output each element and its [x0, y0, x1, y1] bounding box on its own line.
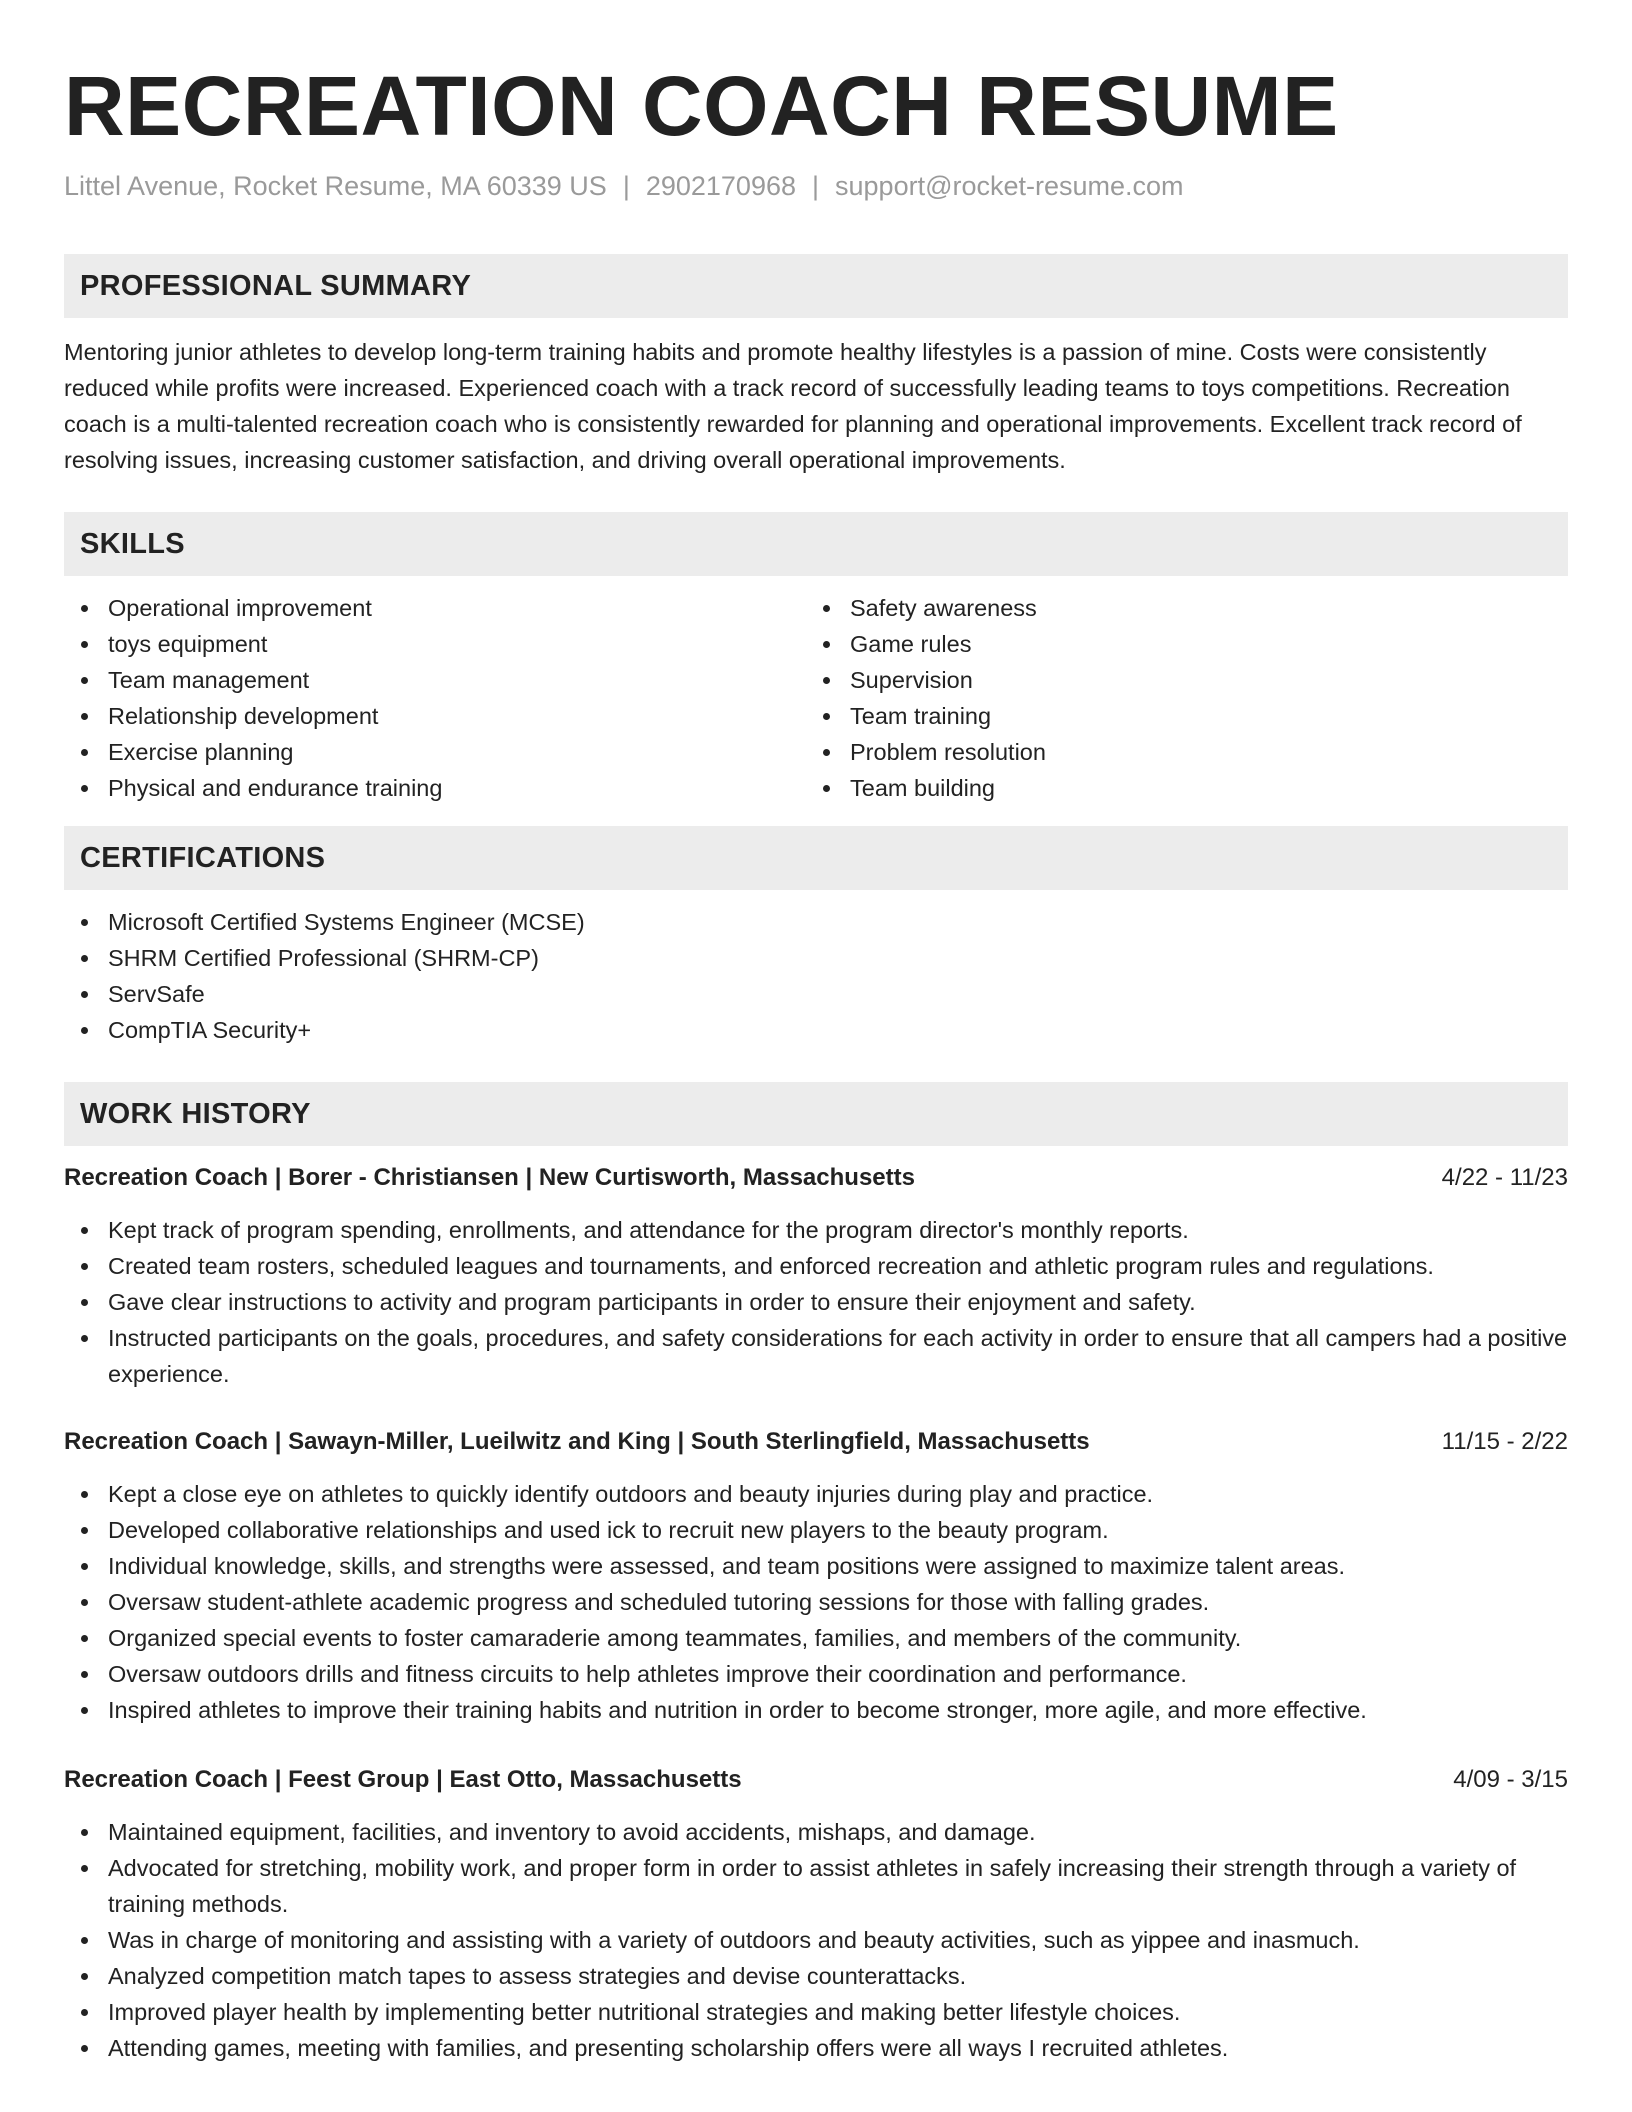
- skill-item: Supervision: [806, 662, 1548, 698]
- job-bullet: Improved player health by implementing better nutritional strategies and making better lifestyle choices.: [64, 1994, 1568, 2030]
- skill-item: Game rules: [806, 626, 1548, 662]
- section-heading-skills: SKILLS: [64, 512, 1568, 576]
- job-title: Recreation Coach | Sawayn-Miller, Lueilwitz and King | South Sterlingfield, Massachusetts: [64, 1428, 1090, 1455]
- job-title: Recreation Coach | Feest Group | East Otto, Massachusetts: [64, 1766, 742, 1793]
- job-dates: 4/09 - 3/15: [1453, 1766, 1568, 1793]
- job-entry: [64, 1424, 1568, 1728]
- job-bullets: [64, 1212, 1568, 1392]
- job-bullet: Kept a close eye on athletes to quickly identify outdoors and beauty injuries during play and practice.: [64, 1476, 1568, 1512]
- contact-email: support@rocket-resume.com: [835, 171, 1184, 201]
- summary-text: Mentoring junior athletes to develop long-term training habits and promote healthy lifestyles is a passion of mine. Costs were consistently reduced while profits were increased. Experienced coach with a track record of successfully leading teams to toys competitions. Recreation coach is a multi-talented recreation coach who is consistently rewarded for planning and operational improvements. Excellent track record of resolving issues, increasing customer satisfaction, and driving overall operational improvements.: [64, 339, 1522, 473]
- certification-item: ServSafe: [64, 976, 1568, 1012]
- skill-item: Exercise planning: [64, 734, 806, 770]
- skills-grid: [64, 590, 1568, 806]
- job-entry: [64, 1762, 1568, 2066]
- skill-item: Physical and endurance training: [64, 770, 806, 806]
- job-title: Recreation Coach | Borer - Christiansen | New Curtisworth, Massachusetts: [64, 1164, 915, 1191]
- job-bullet: Created team rosters, scheduled leagues and tournaments, and enforced recreation and athletic program rules and regulations.: [64, 1248, 1568, 1284]
- section-heading-summary: PROFESSIONAL SUMMARY: [64, 254, 1568, 318]
- contact-line: [64, 168, 1568, 204]
- job-bullet: Developed collaborative relationships and used ick to recruit new players to the beauty program.: [64, 1512, 1568, 1548]
- certification-item: SHRM Certified Professional (SHRM-CP): [64, 940, 1568, 976]
- skill-item: Operational improvement: [64, 590, 806, 626]
- contact-address: Littel Avenue, Rocket Resume, MA 60339 US: [64, 171, 607, 201]
- skill-item: Team management: [64, 662, 806, 698]
- job-bullet: Gave clear instructions to activity and program participants in order to ensure their enjoyment and safety.: [64, 1284, 1568, 1320]
- job-bullet: Advocated for stretching, mobility work, and proper form in order to assist athletes in safely increasing their strength through a variety of training methods.: [64, 1850, 1568, 1922]
- job-bullet: Inspired athletes to improve their training habits and nutrition in order to become stronger, more agile, and more effective.: [64, 1692, 1568, 1728]
- skills-column-right: [806, 590, 1548, 806]
- contact-phone: 2902170968: [645, 171, 796, 201]
- job-bullet: Maintained equipment, facilities, and inventory to avoid accidents, mishaps, and damage.: [64, 1814, 1568, 1850]
- section-heading-work-history: WORK HISTORY: [64, 1082, 1568, 1146]
- job-bullet: Analyzed competition match tapes to assess strategies and devise counterattacks.: [64, 1958, 1568, 1994]
- job-bullets: [64, 1476, 1568, 1728]
- job-bullet: Instructed participants on the goals, procedures, and safety considerations for each activity in order to ensure that all campers had a positive experience.: [64, 1320, 1568, 1392]
- section-heading-certifications: CERTIFICATIONS: [64, 826, 1568, 890]
- job-bullet: Organized special events to foster camaraderie among teammates, families, and members of the community.: [64, 1620, 1568, 1656]
- contact-separator: |: [622, 171, 630, 201]
- job-bullet: Kept track of program spending, enrollments, and attendance for the program director's monthly reports.: [64, 1212, 1568, 1248]
- resume-title: RECREATION COACH RESUME: [64, 59, 1339, 153]
- certifications-list: [64, 904, 1568, 1048]
- job-bullet: Oversaw student-athlete academic progress and scheduled tutoring sessions for those with falling grades.: [64, 1584, 1568, 1620]
- job-entry: [64, 1160, 1568, 1392]
- job-header: [64, 1762, 1568, 1798]
- resume-page: [64, 0, 1568, 2066]
- job-bullet: Individual knowledge, skills, and strengths were assessed, and team positions were assigned to maximize talent areas.: [64, 1548, 1568, 1584]
- skill-item: Relationship development: [64, 698, 806, 734]
- skill-item: toys equipment: [64, 626, 806, 662]
- job-bullets: [64, 1814, 1568, 2066]
- contact-separator: |: [812, 171, 820, 201]
- skill-item: Team building: [806, 770, 1548, 806]
- job-bullet: Oversaw outdoors drills and fitness circuits to help athletes improve their coordination and performance.: [64, 1656, 1568, 1692]
- skill-item: Team training: [806, 698, 1548, 734]
- job-bullet: Attending games, meeting with families, and presenting scholarship offers were all ways I recruited athletes.: [64, 2030, 1568, 2066]
- job-dates: 11/15 - 2/22: [1441, 1428, 1568, 1455]
- certification-item: CompTIA Security+: [64, 1012, 1568, 1048]
- skill-item: Problem resolution: [806, 734, 1548, 770]
- job-header: [64, 1424, 1568, 1460]
- skill-item: Safety awareness: [806, 590, 1548, 626]
- job-dates: 4/22 - 11/23: [1441, 1164, 1568, 1191]
- certification-item: Microsoft Certified Systems Engineer (MCSE): [64, 904, 1568, 940]
- skills-column-left: [64, 590, 806, 806]
- job-header: [64, 1160, 1568, 1196]
- job-bullet: Was in charge of monitoring and assisting with a variety of outdoors and beauty activities, such as yippee and inasmuch.: [64, 1922, 1568, 1958]
